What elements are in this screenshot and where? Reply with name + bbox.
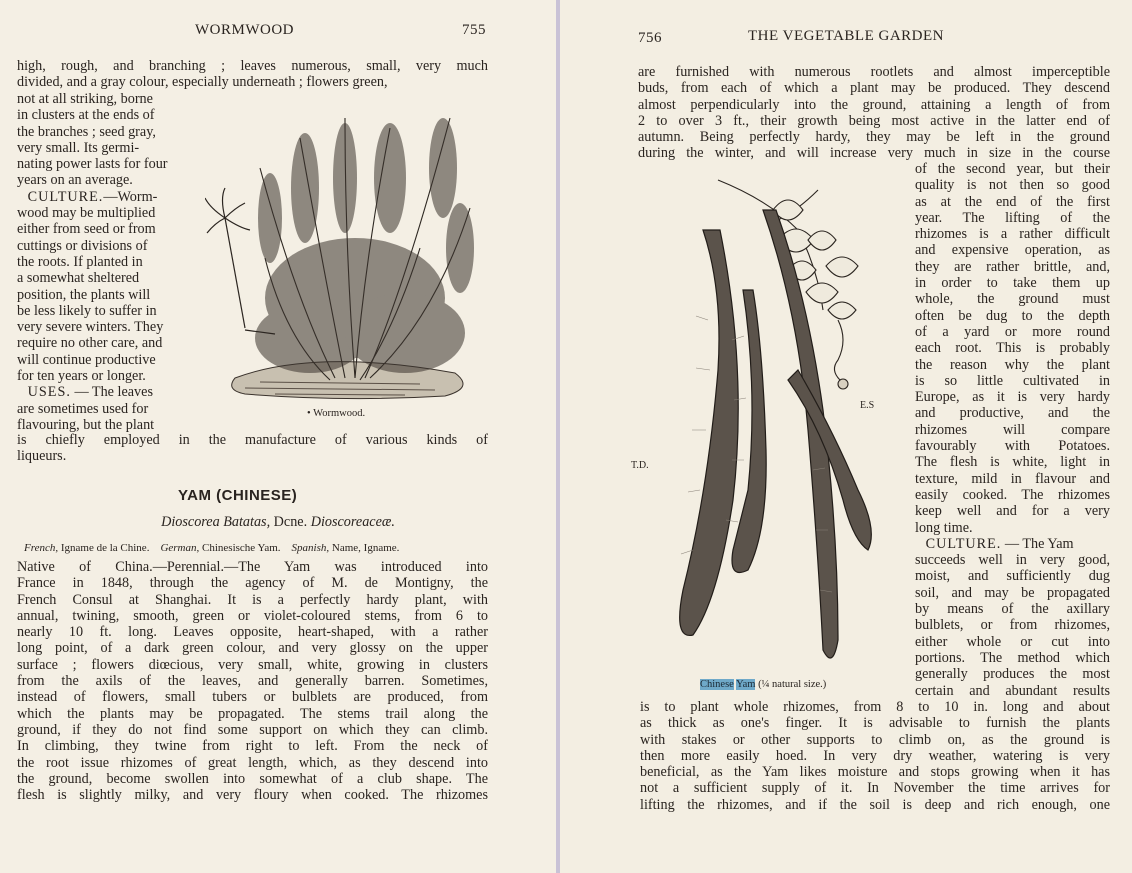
figure-caption: Chinese Yam (¼ natural size.) [700, 679, 827, 690]
text-line: and expensive operation, as [915, 242, 1110, 259]
text-line: divided, and a gray colour, especially underneath ; flowers green, [17, 74, 388, 91]
botanical-authority: Dcne. [273, 514, 308, 530]
bottom-paragraph [640, 699, 1110, 813]
text-line: France in 1848, through the agency of M. de Montigny, the [17, 575, 488, 592]
text-line: liqueurs. [17, 448, 67, 465]
culture-line: CULTURE.—Worm- [27, 188, 158, 205]
text-line: which the plants may be propagated. The stems trail along the [17, 705, 488, 722]
text-line: in clusters at the ends of [17, 107, 155, 124]
text-line: position, the plants will [17, 286, 151, 303]
text-line: as thick as one's finger. It is advisable to furnish the plants [640, 715, 1110, 732]
text-line: the branches ; seed gray, [17, 123, 156, 140]
text-line: easily cooked. The rhizomes [915, 486, 1110, 503]
culture-heading: CULTURE. [27, 188, 104, 205]
text-line: wood may be multiplied [17, 205, 156, 222]
text-line: require no other care, and [17, 335, 163, 352]
vernacular-names: French, Igname de la Chine. German, Chinesische Yam. Spanish, Name, Igname. [24, 542, 400, 554]
text-line: flesh is slightly milky, and very floury when cooked. The rhizomes [17, 787, 488, 804]
wrapped-text-column [915, 161, 1110, 699]
text-line: a somewhat sheltered [17, 270, 140, 287]
text-line: from the axils of the leaves, and generally barren. Sometimes, [17, 673, 488, 690]
text-line: is to plant whole rhizomes, from 8 to 10 in. long and about [640, 699, 1110, 715]
text-line: flavouring, but the plant [17, 416, 155, 433]
text-line: is chiefly employed in the manufacture of various kinds of [17, 432, 488, 448]
text-line: 2 to over 3 ft., their growth being most active in the latter end of [638, 112, 1110, 129]
text-line: of the second year, but their [915, 161, 1110, 177]
botanical-name: Dioscorea Batatas, [161, 514, 271, 530]
uses-line: USES. — The leaves [27, 384, 153, 401]
culture-heading: CULTURE. [925, 535, 1002, 552]
page-number: 756 [638, 30, 662, 46]
text-line: favourably with Potatoes. [915, 438, 1110, 455]
highlighted-word: Yam [736, 679, 756, 690]
text-line: year. The lifting of the [915, 209, 1110, 226]
text-line: long time. [915, 519, 973, 536]
wormwood-illustration [205, 98, 490, 403]
text-line: is so little cultivated in [915, 372, 1110, 389]
text-line: the root issue rhizomes of great length, which, as they descend into [17, 754, 488, 771]
text-line: very small. Its germi- [17, 139, 140, 156]
text-line: rhizomes will compare [915, 421, 1110, 438]
page-number: 755 [462, 22, 486, 38]
text-line: generally produces the most [915, 666, 1110, 683]
running-title: THE VEGETABLE GARDEN [748, 28, 944, 44]
text-line: long point, of a dark green colour, and very glossy on the upper [17, 640, 488, 657]
text-line: certain and abundant results [915, 682, 1110, 699]
yam-body [17, 559, 488, 803]
text-line: French Consul at Shanghai. It is a perfectly hardy plant, with [17, 591, 488, 608]
text-line: autumn. Being perfectly hardy, they may be left in the ground [638, 129, 1110, 146]
text-line: high, rough, and branching ; leaves numerous, small, very much [17, 58, 488, 74]
text-line: of a yard or more round [915, 323, 1110, 340]
text-line: whole, the ground must [915, 291, 1110, 308]
text-line: nearly 10 ft. long. Leaves opposite, heart-shaped, with a rather [17, 624, 488, 641]
text-line: surface ; flowers diœcious, very small, white, growing in clusters [17, 656, 488, 673]
text-line: with stakes or other supports to climb on, as the ground is [640, 731, 1110, 748]
text-line: buds, from each of which a plant may be produced. They descend [638, 80, 1110, 97]
text-line: either whole or cut into [915, 633, 1110, 650]
text-line: In climbing, they twine from right to left. From the neck of [17, 738, 488, 755]
text-line: and productive, and the [915, 405, 1110, 422]
text-line: annual, twining, smooth, green or violet-coloured stems, from 6 to [17, 607, 488, 624]
text-line: for ten years or longer. [17, 368, 146, 385]
text-line: bulblets, or from rhizomes, [915, 617, 1110, 634]
text-line: during the winter, and will increase very much in size in the course [638, 145, 1110, 162]
botanical-family: Dioscoreaceæ. [310, 514, 395, 530]
engraver-mark-td: T.D. [631, 460, 649, 471]
text-line: instead of flowers, small tubers or bulblets are produced, from [17, 689, 488, 706]
text-line: years on an average. [17, 172, 133, 189]
right-page [560, 0, 1132, 873]
text-line: not at all striking, borne [17, 91, 153, 107]
text-line: are furnished with numerous rootlets and almost imperceptible [638, 64, 1110, 80]
text-line: Native of China.—Perennial.—The Yam was introduced into [17, 559, 488, 575]
uses-continuation [17, 432, 488, 465]
text-line: texture, mild in flavour and [915, 470, 1110, 487]
section-title: YAM (CHINESE) [178, 487, 298, 504]
text-line: portions. The method which [915, 649, 1110, 666]
text-line: beneficial, as the Yam likes moisture and stops growing when it has [640, 764, 1110, 781]
text-line: keep well and for a very [915, 503, 1110, 520]
text-line: rhizomes is a rather difficult [915, 226, 1110, 243]
text-line: lifting the rhizomes, and if the soil is deep and rich enough, one [640, 796, 1110, 813]
botanical-line [0, 514, 556, 530]
text-line: be less likely to suffer in [17, 302, 157, 319]
highlighted-word: Chinese [700, 679, 734, 690]
text-line: moist, and sufficiently dug [915, 568, 1110, 585]
text-line: very severe winters. They [17, 319, 164, 336]
figure-caption: • Wormwood. [307, 408, 366, 419]
text-line: the ground, become swollen into somewhat of a club shape. The [17, 770, 488, 787]
text-line: nating power lasts for four [17, 156, 168, 173]
text-line: the reason why the plant [915, 356, 1110, 373]
text-line: will continue productive [17, 351, 156, 368]
text-line: in order to take them up [915, 275, 1110, 292]
engraver-mark-es: E.S [860, 400, 875, 411]
running-title: WORMWOOD [195, 22, 294, 38]
chinese-yam-illustration [648, 170, 918, 675]
text-line: either from seed or from [17, 221, 156, 238]
text-line: soil, and may be propagated [915, 584, 1110, 601]
text-line: each root. This is probably [915, 340, 1110, 357]
text-line: cuttings or divisions of [17, 237, 148, 254]
wrapped-text-column [17, 91, 199, 433]
text-line: then more easily hoed. In very dry weather, watering is very [640, 747, 1110, 764]
text-line: ground, if they do not find some support on which they can climb. [17, 721, 488, 738]
top-paragraph [638, 64, 1110, 162]
text-line: quality is not then so good [915, 177, 1110, 194]
text-line: The flesh is white, light in [915, 454, 1110, 471]
intro-paragraph [17, 58, 488, 91]
text-line: are sometimes used for [17, 400, 149, 417]
text-line: succeeds well in very good, [915, 552, 1110, 569]
left-page [0, 0, 556, 873]
text-line: almost perpendicularly into the ground, attaining a length of from [638, 96, 1110, 113]
text-line: they are rather brittle, and, [915, 258, 1110, 275]
culture-line: CULTURE. — The Yam [925, 535, 1074, 552]
uses-heading: USES. [27, 384, 71, 401]
text-line: not a sufficient supply of it. In November the time arrives for [640, 780, 1110, 797]
text-line: as at the end of the first [915, 193, 1110, 210]
text-line: Europe, as it is very hardy [915, 389, 1110, 406]
text-line: often be dug to the depth [915, 307, 1110, 324]
text-line: by means of the axillary [915, 601, 1110, 618]
text-line: the roots. If planted in [17, 253, 143, 270]
